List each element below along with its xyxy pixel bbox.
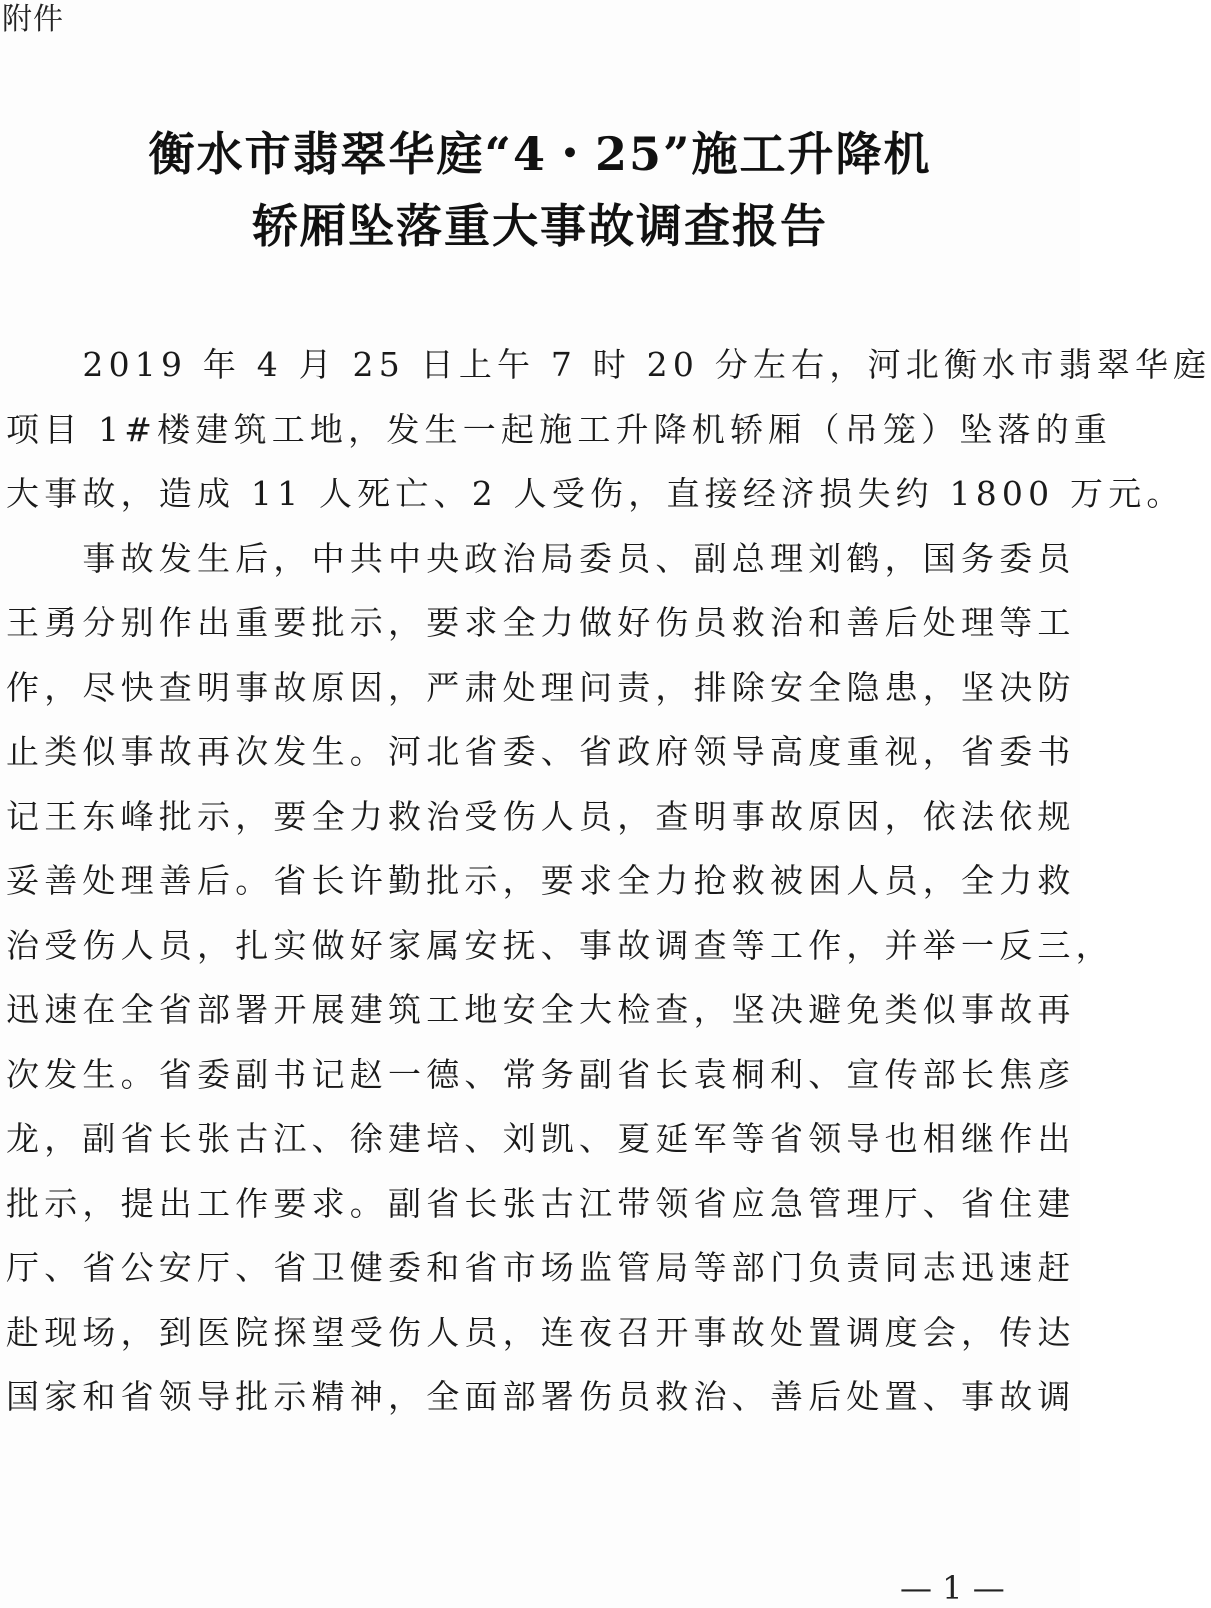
paragraph-line: 龙，副省长张古江、徐建培、刘凯、夏延军等省领导也相继作出: [6, 1119, 1076, 1158]
paragraph-line: 王勇分别作出重要批示，要求全力做好伤员救治和善后处理等工: [6, 603, 1076, 642]
paragraph-line: 作，尽快查明事故原因，严肃处理问责，排除安全隐患，坚决防: [6, 667, 1076, 707]
paragraph-line: 厅、省公安厅、省卫健委和省市场监管局等部门负责同志迅速赶: [6, 1248, 1076, 1287]
paragraph-line: 赴现场，到医院探望受伤人员，连夜召开事故处置调度会，传达: [6, 1312, 1076, 1352]
document-body: [6, 333, 1211, 1430]
paragraph-2: [6, 527, 1114, 1430]
paragraph-line: 大事故，造成 11 人死亡、2 人受伤，直接经济损失约 1800 万元。: [6, 474, 1185, 513]
paragraph-line: 记王东峰批示，要全力救治受伤人员，查明事故原因，依法依规: [6, 796, 1076, 836]
paragraph-line: 批示，提出工作要求。副省长张古江带领省应急管理厅、省住建: [6, 1183, 1076, 1223]
paragraph-line: 项目 1#楼建筑工地，发生一起施工升降机轿厢（吊笼）坠落的重: [6, 409, 1113, 449]
attachment-label: 附件: [2, 2, 64, 37]
title-line-1: 衡水市翡翠华庭“4・25”施工升降机: [148, 127, 932, 181]
paragraph-line: 国家和省领导批示精神，全面部署伤员救治、善后处置、事故调: [6, 1377, 1076, 1416]
paragraph-line: 迅速在全省部署开展建筑工地安全大检查，坚决避免类似事故再: [6, 990, 1076, 1029]
paragraph-line: 治受伤人员，扎实做好家属安抚、事故调查等工作，并举一反三，: [6, 925, 1114, 965]
paragraph-1: [6, 333, 1211, 527]
paragraph-line: 次发生。省委副书记赵一德、常务副省长袁桐利、宣传部长焦彦: [6, 1054, 1076, 1094]
paragraph-line: 2019 年 4 月 25 日上午 7 时 20 分左右，河北衡水市翡翠华庭: [6, 345, 1211, 384]
paragraph-line: 止类似事故再次发生。河北省委、省政府领导高度重视，省委书: [6, 732, 1076, 771]
page-number: — 1 —: [900, 1569, 1005, 1607]
paragraph-line: 事故发生后，中共中央政治局委员、副总理刘鹤，国务委员: [6, 538, 1076, 578]
title-line-2: 轿厢坠落重大事故调查报告: [252, 199, 828, 253]
document-title: [0, 118, 1080, 262]
paragraph-line: 妥善处理善后。省长许勤批示，要求全力抢救被困人员，全力救: [6, 861, 1076, 900]
